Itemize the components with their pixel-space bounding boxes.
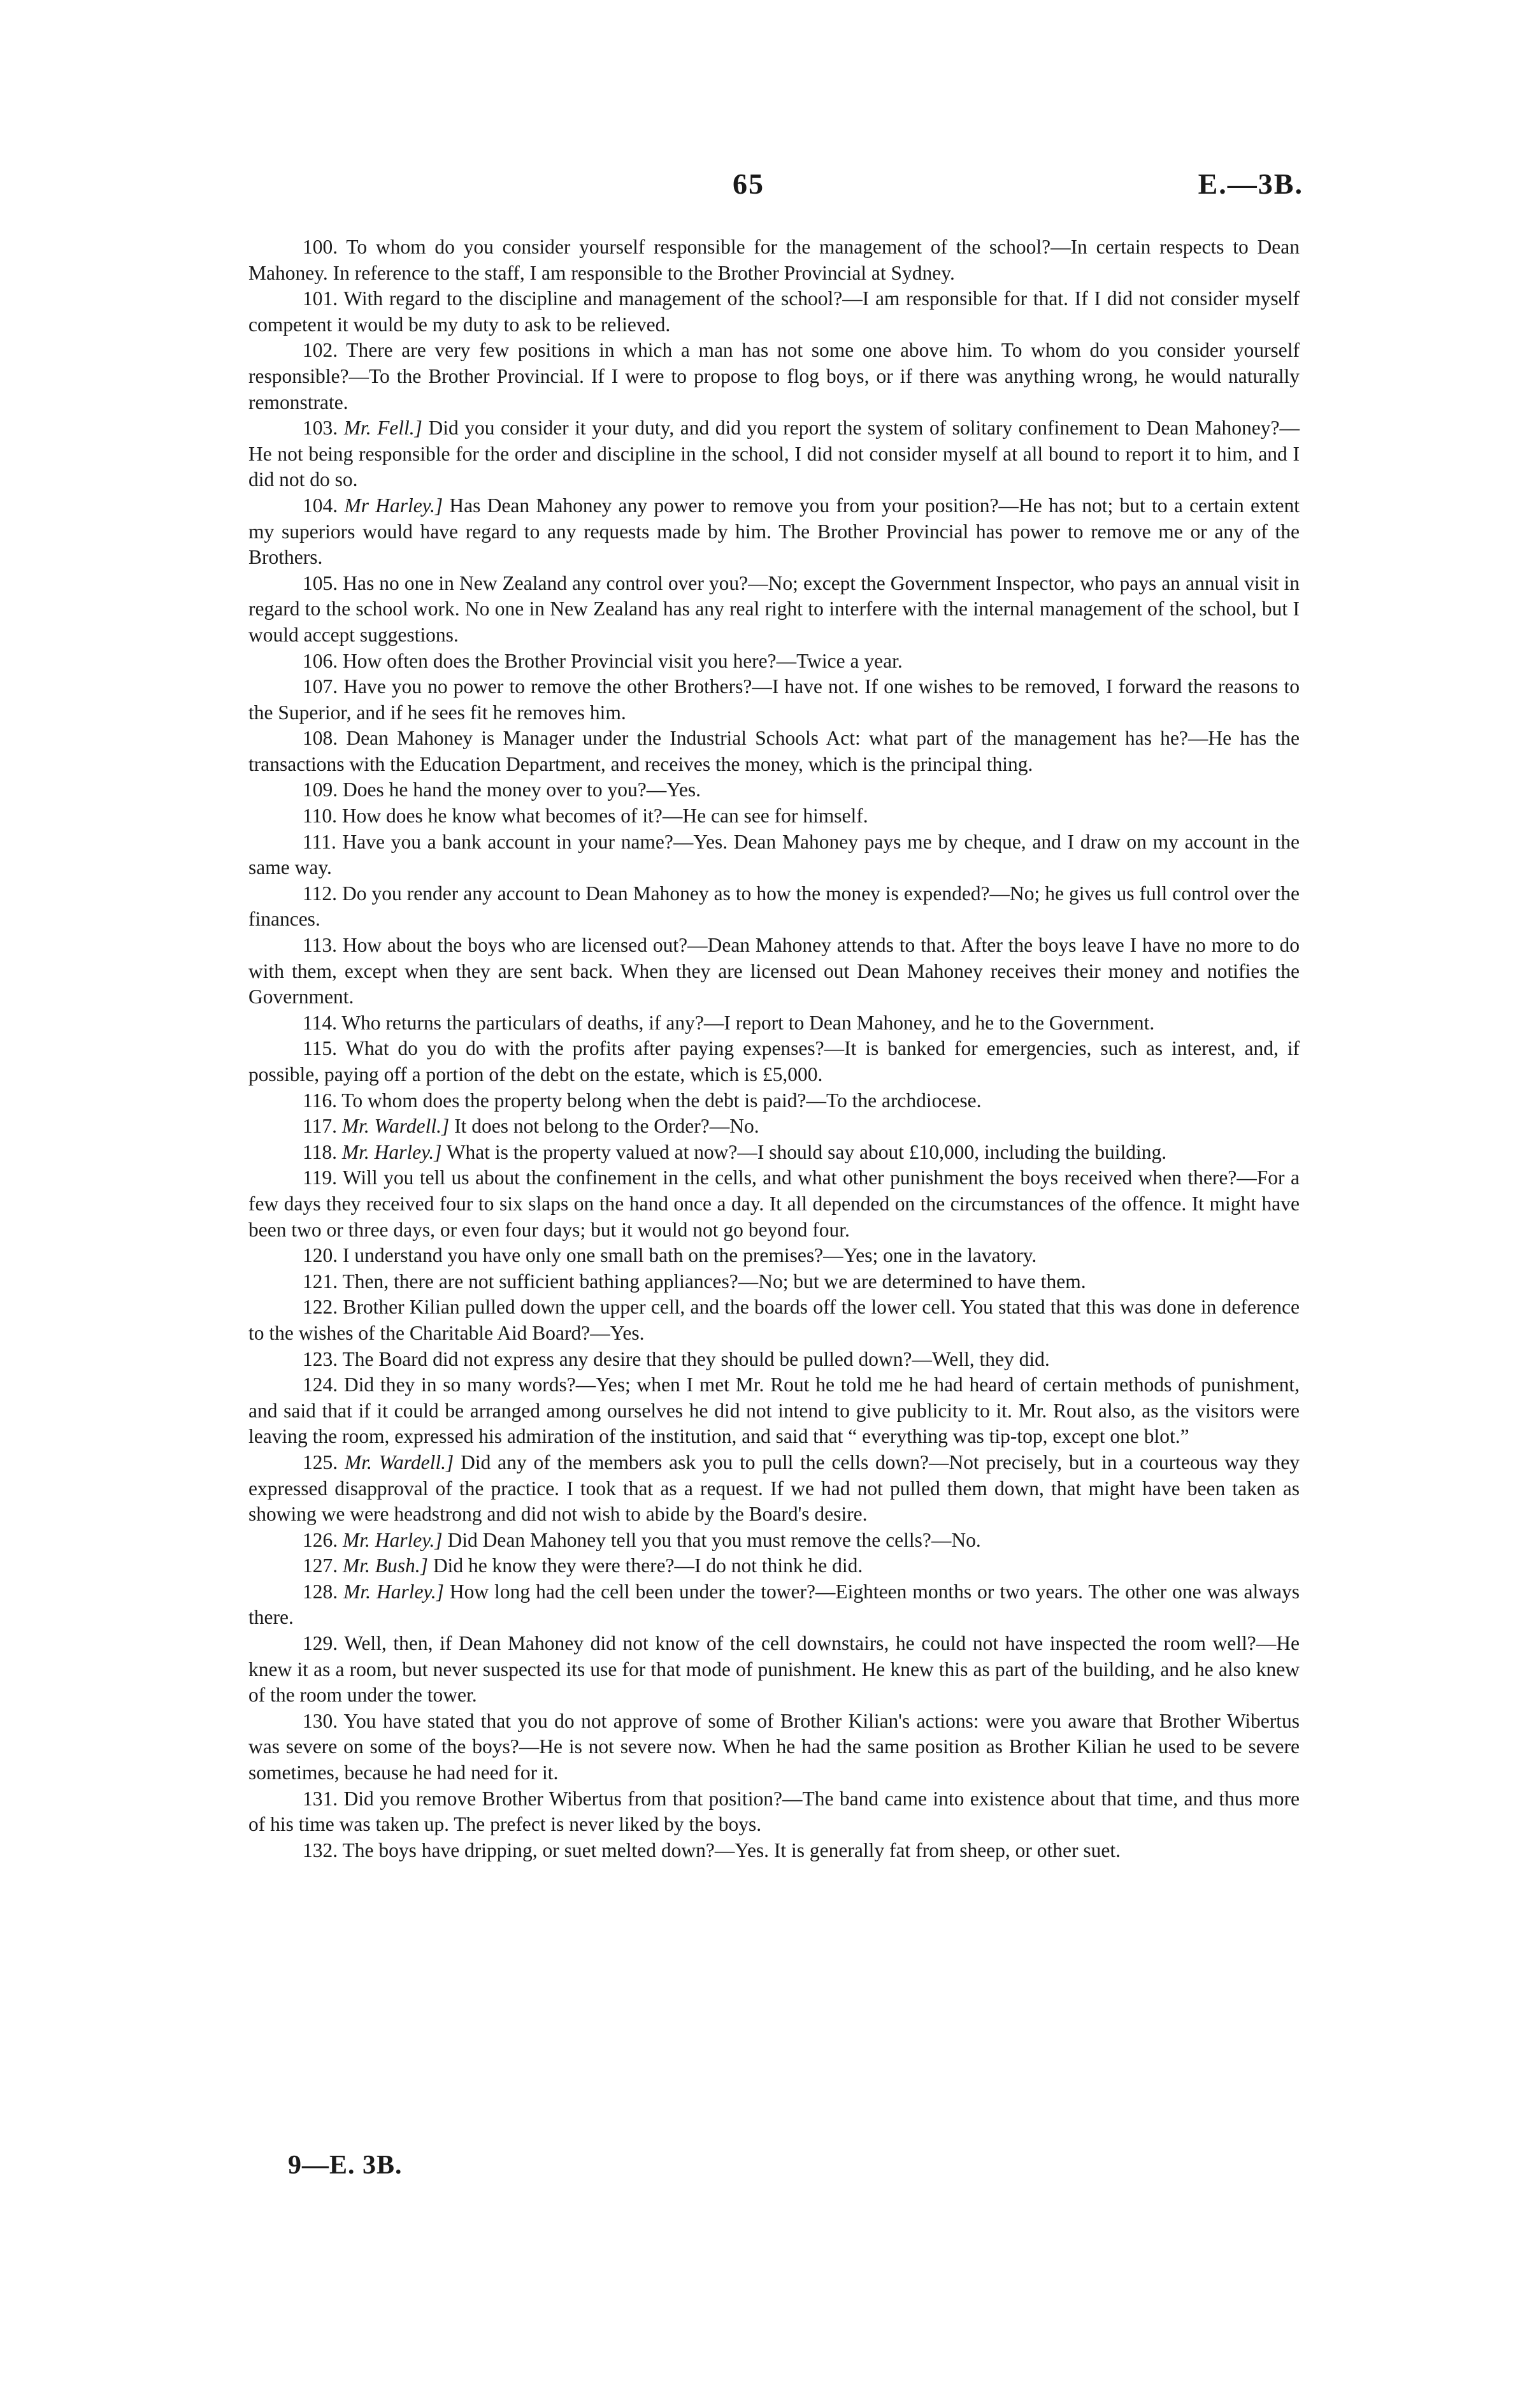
question-number: 126.	[303, 1528, 338, 1551]
question-paragraph	[248, 1088, 1300, 1114]
question-number: 103.	[303, 417, 338, 440]
question-text: Did you consider it your duty, and did you report the system of solitary confinement to Dean Mahoney?—He not being responsible for the order and discipline in the school, I did not consider myself at all bound to report it to him, and I did not do so.	[248, 417, 1300, 491]
question-paragraph	[248, 571, 1300, 649]
evidence-body	[248, 234, 1300, 1863]
question-paragraph	[248, 933, 1300, 1010]
question-paragraph	[248, 1165, 1300, 1243]
question-paragraph	[248, 1528, 1300, 1554]
question-paragraph	[248, 286, 1300, 338]
question-text: 124. Did they in so many words?—Yes; when I met Mr. Rout he told me he had heard of certain methods of punishment, and said that if it could be arranged among ourselves he did not intend to give publicity to it. Mr. Rout also, as the visitors were leaving the room, expressed his admiration of the institution, and said that “ everything was tip-top, except one blot.”	[248, 1373, 1300, 1448]
printer-signature-mark: 9—E. 3B.	[288, 2151, 403, 2180]
question-text: 109. Does he hand the money over to you?—Yes.	[303, 778, 701, 801]
question-paragraph	[248, 726, 1300, 777]
question-text: 105. Has no one in New Zealand any control over you?—No; except the Government Inspector, who pays an annual visit in regard to the school work. No one in New Zealand has any real right to interfere with the internal management of the school, but I would accept suggestions.	[248, 571, 1300, 646]
question-text: How long had the cell been under the tower?—Eighteen months or two years. The other one was always there.	[248, 1580, 1300, 1629]
question-text: It does not belong to the Order?—No.	[454, 1115, 759, 1138]
question-paragraph	[248, 829, 1300, 881]
question-paragraph	[248, 1140, 1300, 1166]
speaker-name: Mr. Harley.]	[343, 1580, 444, 1603]
question-paragraph	[248, 1347, 1300, 1373]
question-paragraph	[248, 1631, 1300, 1709]
question-paragraph	[248, 234, 1300, 286]
question-text: 111. Have you a bank account in your name?—Yes. Dean Mahoney pays me by cheque, and I draw on my account in the same way.	[248, 830, 1300, 879]
page-number: 65	[733, 168, 764, 200]
speaker-name: Mr. Harley.]	[343, 1528, 443, 1551]
speaker-name: Mr. Harley.]	[341, 1140, 442, 1163]
question-paragraph	[248, 493, 1300, 571]
question-paragraph	[248, 1010, 1300, 1036]
question-paragraph	[248, 1243, 1300, 1269]
question-text: 100. To whom do you consider yourself responsible for the management of the school?—In certain respects to Dean Mahoney. In reference to the staff, I am responsible to the Brother Provincial at Sydney.	[248, 236, 1300, 284]
question-text: Did any of the members ask you to pull the cells down?—Not precisely, but in a courteous way they expressed disapproval of the practice. I took that as a request. If we had not pulled them down, that might have been taken as showing we were headstrong and did not wish to abide by the Board's desire.	[248, 1451, 1300, 1526]
question-paragraph	[248, 1114, 1300, 1140]
question-paragraph	[248, 1036, 1300, 1087]
question-paragraph	[248, 1579, 1300, 1631]
question-text: 106. How often does the Brother Provincial visit you here?—Twice a year.	[303, 649, 903, 672]
question-paragraph	[248, 777, 1300, 803]
question-text: 112. Do you render any account to Dean Mahoney as to how the money is expended?—No; he gives us full control over the finances.	[248, 882, 1300, 931]
question-paragraph	[248, 338, 1300, 415]
question-text: 119. Will you tell us about the confinement in the cells, and what other punishment the boys received when there?—For a few days they received four to six slaps on the hand once a day. It all depended on the circumstances of the offence. It might have been two or three days, or even four days; but it would not go beyond four.	[248, 1166, 1300, 1241]
question-number: 128.	[303, 1580, 338, 1603]
question-number: 104.	[303, 494, 338, 517]
speaker-name: Mr. Wardell.]	[341, 1115, 450, 1138]
question-paragraph	[248, 1450, 1300, 1528]
question-text: 129. Well, then, if Dean Mahoney did not know of the cell downstairs, he could not have inspected the room well?—He knew it as a room, but never suspected its use for that mode of punishment. He knew this as part of the building, and he also knew of the room under the tower.	[248, 1632, 1300, 1707]
question-text: 120. I understand you have only one small bath on the premises?—Yes; one in the lavatory.	[303, 1244, 1037, 1267]
question-text: 107. Have you no power to remove the other Brothers?—I have not. If one wishes to be removed, I forward the reasons to the Superior, and if he sees fit he removes him.	[248, 675, 1300, 724]
speaker-name: Mr. Fell.]	[343, 417, 422, 440]
question-text: 132. The boys have dripping, or suet melted down?—Yes. It is generally fat from sheep, or other suet.	[303, 1838, 1121, 1861]
question-paragraph	[248, 1709, 1300, 1786]
question-paragraph	[248, 674, 1300, 726]
question-text: Did he know they were there?—I do not think he did.	[433, 1554, 863, 1577]
question-paragraph	[248, 1269, 1300, 1295]
question-number: 125.	[303, 1451, 338, 1473]
question-text: 101. With regard to the discipline and management of the school?—I am responsible for that. If I did not consider myself competent it would be my duty to ask to be relieved.	[248, 287, 1300, 336]
question-text: 130. You have stated that you do not approve of some of Brother Kilian's actions: were you aware that Brother Wibertus was severe on some of the boys?—He is not severe now. When he had the same position as Brother Kilian he used to be severe sometimes, because he had need for it.	[248, 1709, 1300, 1784]
question-number: 117.	[303, 1115, 338, 1138]
question-number: 127.	[303, 1554, 338, 1577]
question-text: 113. How about the boys who are licensed out?—Dean Mahoney attends to that. After the boys leave I have no more to do with them, except when they are sent back. When they are licensed out Dean Mahoney receives their money and notifies the Government.	[248, 934, 1300, 1008]
question-text: 121. Then, there are not sufficient bathing appliances?—No; but we are determined to have them.	[303, 1270, 1086, 1293]
question-text: 116. To whom does the property belong when the debt is paid?—To the archdiocese.	[303, 1089, 982, 1112]
speaker-name: Mr Harley.]	[344, 494, 443, 517]
question-text: 131. Did you remove Brother Wibertus from that position?—The band came into existence about that time, and thus more of his time was taken up. The prefect is never liked by the boys.	[248, 1787, 1300, 1836]
question-paragraph	[248, 803, 1300, 829]
question-paragraph	[248, 1372, 1300, 1450]
question-paragraph	[248, 1786, 1300, 1838]
speaker-name: Mr. Wardell.]	[345, 1451, 454, 1473]
question-paragraph	[248, 1553, 1300, 1579]
document-reference: E.—3B.	[1198, 168, 1303, 200]
speaker-name: Mr. Bush.]	[343, 1554, 428, 1577]
question-text: 108. Dean Mahoney is Manager under the Industrial Schools Act: what part of the management has he?—He has the transactions with the Education Department, and receives the money, which is the principal thing.	[248, 727, 1300, 775]
question-paragraph	[248, 1294, 1300, 1346]
question-number: 118.	[303, 1140, 338, 1163]
question-text: 123. The Board did not express any desire that they should be pulled down?—Well, they did.	[303, 1347, 1050, 1370]
question-text: Did Dean Mahoney tell you that you must remove the cells?—No.	[447, 1528, 981, 1551]
question-text: 110. How does he know what becomes of it?—He can see for himself.	[303, 805, 868, 828]
question-text: 114. Who returns the particulars of deaths, if any?—I report to Dean Mahoney, and he to the Government.	[303, 1011, 1155, 1034]
question-paragraph	[248, 881, 1300, 933]
question-text: 115. What do you do with the profits after paying expenses?—It is banked for emergencies, such as interest, and, if possible, paying off a portion of the debt on the estate, which is £5,000.	[248, 1037, 1300, 1086]
question-text: Has Dean Mahoney any power to remove you from your position?—He has not; but to a certain extent my superiors would have regard to any requests made by him. The Brother Provincial has power to remove me or any of the Brothers.	[248, 494, 1300, 569]
question-text: What is the property valued at now?—I should say about £10,000, including the building.	[446, 1140, 1167, 1163]
question-paragraph	[248, 415, 1300, 493]
question-text: 122. Brother Kilian pulled down the upper cell, and the boards off the lower cell. You stated that this was done in deference to the wishes of the Charitable Aid Board?—Yes.	[248, 1296, 1300, 1344]
question-paragraph	[248, 1838, 1300, 1864]
question-paragraph	[248, 649, 1300, 675]
question-text: 102. There are very few positions in which a man has not some one above him. To whom do you consider yourself responsible?—To the Brother Provincial. If I were to propose to flog boys, or if there was anything wrong, he would naturally remonstrate.	[248, 339, 1300, 413]
